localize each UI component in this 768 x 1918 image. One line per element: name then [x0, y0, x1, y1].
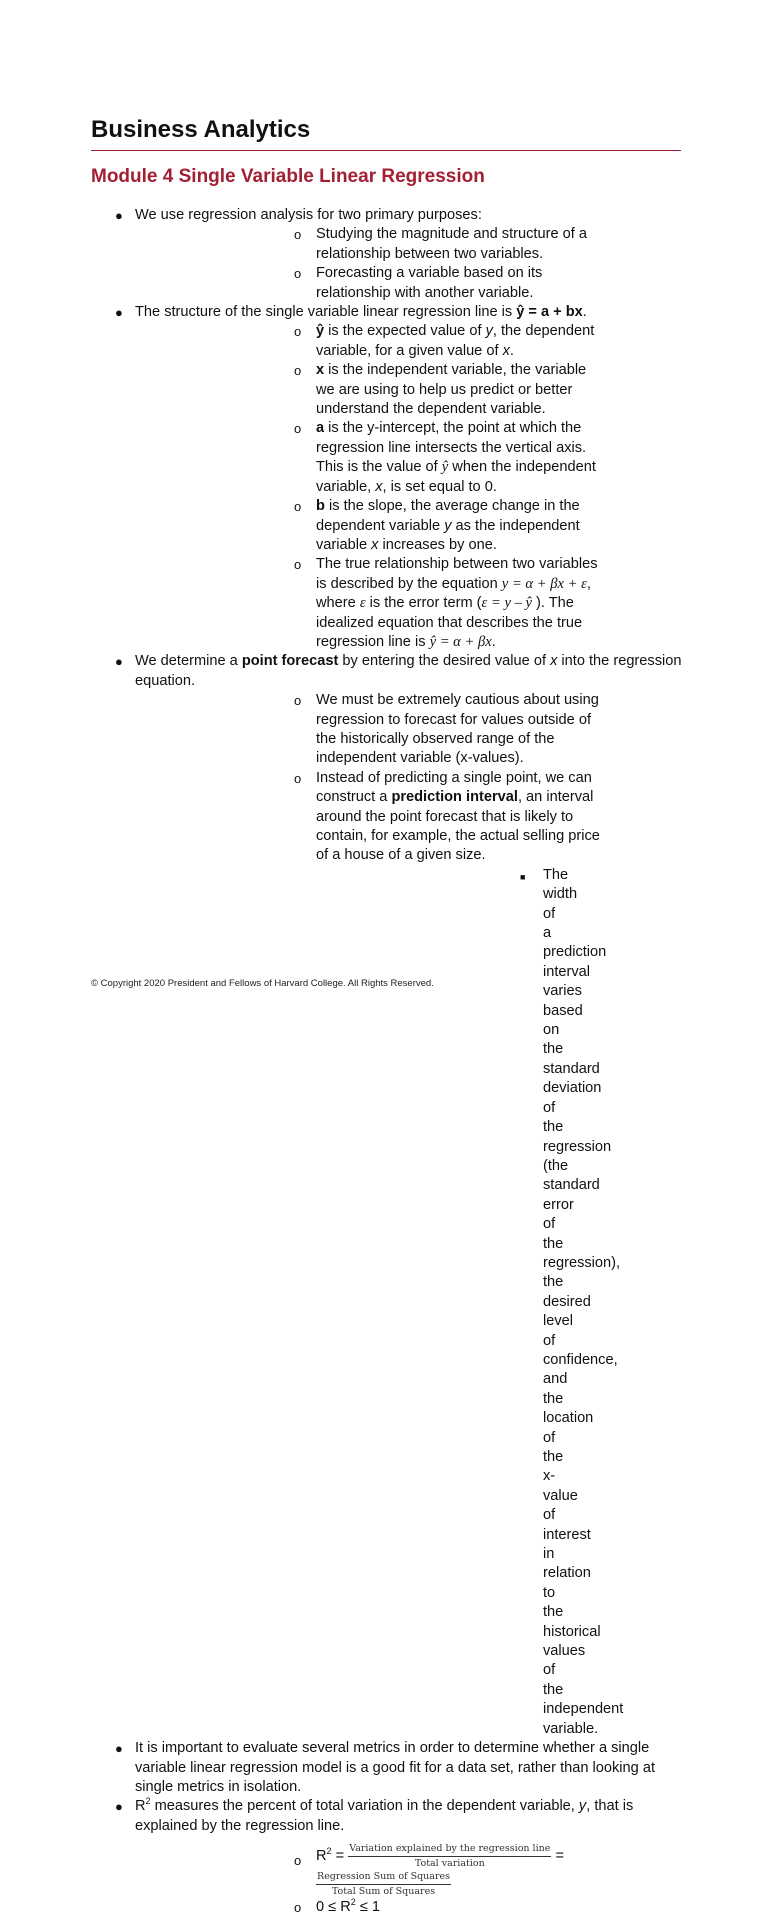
- bullet-dot-icon: ●: [115, 1741, 123, 1757]
- bullet-circle-icon: o: [294, 1900, 302, 1916]
- sub-bullet: o a is the y-intercept, the point at which the regression line intersects the vertical axis. This is the value of ŷ when the independent variable, x, is set equal to 0.: [294, 420, 596, 495]
- bullet-circle-icon: o: [294, 770, 302, 786]
- copyright-footer: © Copyright 2020 President and Fellows of Harvard College. All Rights Reserved.: [91, 978, 434, 989]
- sub-bullet: o Studying the magnitude and structure of a relationship between two variables.: [294, 226, 587, 262]
- bullet-point-forecast: ● We determine a point forecast by entering the desired value of x into the regression equation. o We must be extremely cautious about using regression to forecast for values outside of the historically observed range of the independent variable (x-values). o Instead of predicting a single point, we can construct a prediction interval, an interval around the point forecast that is likely to contain, for example, the actual selling price of a house of a given size. ■ The width of a prediction interval varies based on the standard deviation of the regression (the standard error of the regression), the desired level of confidence, and the location of the x-value of interest in relation to the historical values of the independent variable.: [0, 652, 768, 1739]
- module-heading: Module 4 Single Variable Linear Regression: [91, 166, 485, 187]
- bullet-circle-icon: o: [294, 266, 302, 282]
- bullet-circle-icon: o: [294, 324, 302, 340]
- document-title: Business Analytics: [91, 116, 311, 143]
- sub-bullet-r2-range: o $0 \le R^2 \le 1$: [135, 1898, 684, 1917]
- bullet-circle-icon: o: [294, 1853, 302, 1869]
- sub-sub-bullet: ■ The width of a prediction interval varies based on the standard deviation of the regression (the standard error of the regression), the desired level of confidence, and the location of the x-value of interest in relation to the historical values of the independent variable.: [520, 866, 624, 1737]
- bullet-purposes: ● We use regression analysis for two primary purposes: o Studying the magnitude and structure of a relationship between two variables. o Forecasting a variable based on its relationship with another variable.: [0, 206, 768, 303]
- bullet-circle-icon: o: [294, 363, 302, 379]
- bullet-dot-icon: ●: [115, 654, 123, 670]
- r2-fraction-explained: $\frac{\text{Variation explained by the regression line}}{\text{Total variation}}$: [349, 1842, 551, 1869]
- bullet-circle-icon: o: [294, 227, 302, 243]
- bullet-dot-icon: ●: [115, 208, 123, 223]
- sub-bullet: o The true relationship between two variables is described by the equation y = α + βx + ε, where ε is the error term (ε = y – ŷ ). The idealized equation that describes the true regression line is ŷ = α + βx.: [294, 556, 598, 650]
- sub-bullet: o Instead of predicting a single point, we can construct a prediction interval, an interval around the point forecast that is likely to contain, for example, the actual selling price of a house of a given size. ■ The width of a prediction interval varies based on the standard deviation of the regression (the standard error of the regression), the desired level of confidence, and the location of the x-value of interest in relation to the historical values of the independent variable.: [135, 769, 684, 1739]
- r2-fraction-sum-squares: $\frac{\text{Regression Sum of Squares}}{\text{Total Sum of Squares}}$: [317, 1870, 450, 1897]
- bullet-circle-icon: o: [294, 693, 302, 709]
- sub-bullet: o We must be extremely cautious about using regression to forecast for values outside of the historically observed range of the independent variable (x-values).: [294, 692, 599, 767]
- bullet-circle-icon: o: [294, 499, 302, 515]
- sub-bullet: o ŷ is the expected value of y, the dependent variable, for a given value of x.: [294, 323, 595, 359]
- bullet-r-squared: ● $R^2$ measures the percent of total variation in the dependent variable, y, that is explained by the regression line. o $R^2$ = $\frac{\text{Variation explained by the regression line}}{\text{Total variation}}$ = $\frac{\text{Regression Sum of Squares}}{\text{Total Sum of Squares}}$ o $0 \le R^2 \le 1$: [0, 1797, 768, 1917]
- sub-bullet: o x is the independent variable, the variable we are using to help us predict or better understand the dependent variable.: [294, 362, 587, 418]
- sub-bullet: o b is the slope, the average change in the dependent variable y as the independent variable x increases by one.: [294, 498, 580, 553]
- bullet-circle-icon: o: [294, 557, 302, 573]
- bullet-dot-icon: ●: [115, 1799, 123, 1815]
- bullet-square-icon: ■: [520, 871, 526, 882]
- bullet-dot-icon: ●: [115, 305, 123, 321]
- bullet-evaluate-metrics: ● It is important to evaluate several metrics in order to determine whether a single variable linear regression model is a good fit for a data set, rather than looking at single metrics in isolation.: [115, 1740, 655, 1795]
- document-body: [0, 206, 768, 1918]
- sub-bullet-r2-formula: o $R^2$ = $\frac{\text{Variation explained by the regression line}}{\text{Total variation}}$ = $\frac{\text{Regression Sum of Squares}}{\text{Total Sum of Squares}}$: [294, 1842, 564, 1897]
- bullet-regression-structure: ● The structure of the single variable linear regression line is ŷ = a + bx. o ŷ is the expected value of y, the dependent variable, for a given value of x. o x is the independent variable, the variable we are using to help us predict or better understand the dependent variable. o a is the y-intercept, the point at which the regression line intersects the vertical axis. This is the value of ŷ when the independent variable, x, is set equal to 0. o b is the slope, the average change in the dependent variable y as the independent variable x increases by one. o The true relationship between two variables is described by the equation y = α + βx + ε, where ε is the error term (ε = y – ŷ ). The idealized equation that describes the true regression line is ŷ = α + βx.: [0, 303, 768, 652]
- bullet-circle-icon: o: [294, 421, 302, 437]
- sub-bullet: o Forecasting a variable based on its relationship with another variable.: [294, 265, 543, 301]
- title-divider: [91, 150, 681, 151]
